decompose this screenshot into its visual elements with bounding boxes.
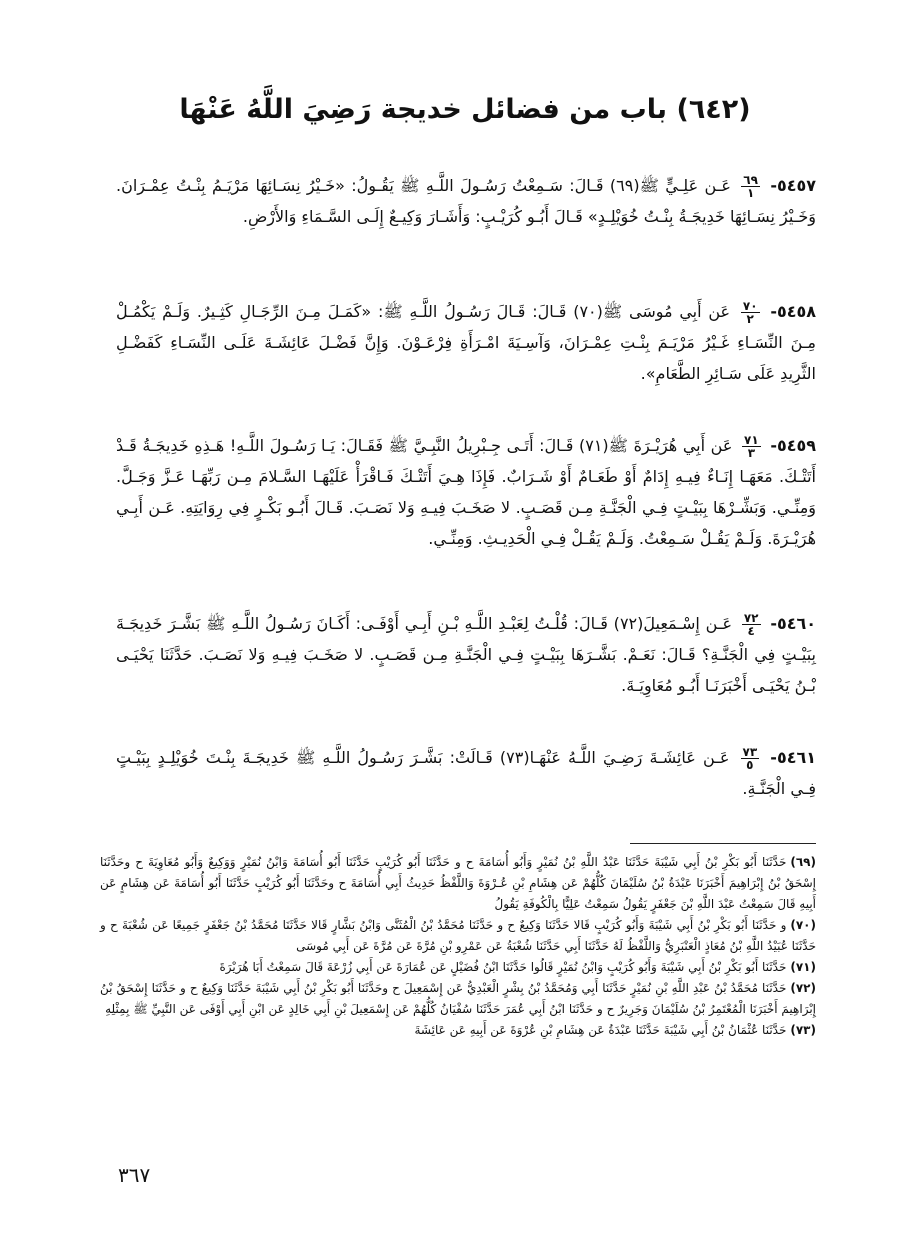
hadith-index-fraction: $\frac{٧٢}{٤}$ [743,611,759,638]
hadith-text: عَـن إِسْـمَعِيلَ(٧٢) قَـالَ: قُلْـتُ لِعَبْـدِ اللَّـهِ بْـنِ أَبِـي أَوْفَـى: أَكَـانَ رَسُـولُ اللَّـهِ ﷺ بَشَّـرَ خَدِيجَـةَ بِبَيْـتٍ فِي الْجَنَّـةِ؟ قَـالَ: نَعَـمْ. بَشَّـرَهَا بِبَيْـتٍ فِـي الْجَنَّـةِ مِـن قَصَـبٍ. لا صَخَـبَ فِيـهِ وَلا نَصَـبَ. حَدَّثَنَا يَحْيَـى بْـنُ يَحْيَـى أَخْبَرَنَـا أَبُـو مُعَاوِيَـةَ. [116,614,816,695]
hadith-number: ٥٤٥٩- [770,436,817,455]
page-number: ٣٦٧ [118,1163,151,1187]
footnote-70: (٧٠)و حَدَّثَنَا أَبُو بَكْرِ بْنُ أَبِي شَيْبَةَ وَأَبُو كُرَيْبٍ قَالا حَدَّثَنَا وَكِيعٌ ح و حَدَّثَنَا مُحَمَّدُ بْنُ الْمُثَنَّى وَابْنُ بَشَّارٍ قَالا حَدَّثَنَا مُحَمَّدُ بْنُ جَعْفَرٍ جَمِيعًا عَن شُعْبَةَ ح و حَدَّثَنَا عُبَيْدُ اللَّهِ بْنُ مُعَاذٍ الْعَنْبَرِيُّ وَاللَّفْظُ لَهُ حَدَّثَنَا أَبِي حَدَّثَنَا شُعْبَةُ عَن عَمْرِو بْنِ مُرَّةَ عَن مُرَّةَ عَن أَبِي مُوسَى [100,918,816,953]
hadith-index-fraction: $\frac{٧١}{٣}$ [744,433,759,460]
hadith-index-fraction: $\frac{٧٣}{٥}$ [742,745,758,772]
chapter-title: (٦٤٢) باب من فضائل خديجة رَضِيَ اللَّهُ عَنْهَا [179,94,751,125]
footnote-69: (٦٩)حَدَّثَنَا أَبُو بَكْرِ بْنُ أَبِي شَيْبَةَ حَدَّثَنَا عَبْدُ اللَّهِ بْنُ نُمَيْرٍ وَأَبُو أُسَامَةَ ح و حَدَّثَنَا أَبُو كُرَيْبٍ حَدَّثَنَا أَبُو أُسَامَةَ وَابْنُ نُمَيْرٍ وَوَكِيعٌ وَأَبُو مُعَاوِيَةَ ح وحَدَّثَنَا إِسْحَقُ بْنُ إِبْرَاهِيمَ أَخْبَرَنَا عَبْدَةُ بْنُ سُلَيْمَانَ كُلُّهُمْ عَن هِشَامِ بْنِ عُـرْوَةَ وَاللَّفْظُ حَدِيثُ أَبِي أُسَامَةَ ح وحَدَّثَنَا أَبُو كُرَيْبٍ حَدَّثَنَا أَبُو أُسَامَةَ عَن هِشَامٍ عَن أَبِيهِ قَالَ سَمِعْتُ عَبْدَ اللَّهِ بْنَ جَعْفَرٍ يَقُولُ سَمِعْتُ عَلِيًّا بِالْكُوفَةِ يَقُولُ [100,855,816,911]
hadith-5457 [116,170,816,232]
hadith-text: عَـن عَلِـيٍّ ﷺ(٦٩) قَـالَ: سَـمِعْتُ رَسُـولَ اللَّـهِ ﷺ يَقُـولُ: «خَـيْرُ نِسَـائِهَا مَرْيَـمُ بِنْـتُ عِمْـرَانَ. وَخَـيْرُ نِسَـائِهَا خَدِيجَـةُ بِنْـتُ خُوَيْلِـدٍ» قَـالَ أَبُـو كُرَيْـبٍ: وَأَشَـارَ وَكِيـعٌ إِلَـى السَّـمَاءِ وَالأَرْضِ. [116,176,816,226]
hadith-text: عَـن عَائِشَـةَ رَضِـيَ اللَّـهُ عَنْهَـا(٧٣) قَـالَتْ: بَشَّـرَ رَسُـولُ اللَّـهِ ﷺ خَدِيجَـةَ بِنْـتَ خُوَيْلِـدٍ بِبَيْـتٍ فِـي الْجَنَّـةِ. [116,748,816,798]
hadith-text: عَن أَبِي مُوسَى ﷺ(٧٠) قَـالَ: قَـالَ رَسُـولُ اللَّـهِ ﷺ: «كَمَـلَ مِـنَ الرِّجَـالِ كَثِـيرٌ. وَلَـمْ يَكْمُـلْ مِـنَ النِّسَـاءِ غَـيْرُ مَرْيَـمَ بِنْـتِ عِمْـرَانَ، وَآسِـيَةَ امْـرَأَةِ فِرْعَـوْنَ. وَإِنَّ فَضْـلَ عَائِشَـةَ عَلَـى النِّسَـاءِ كَفَضْـلِ الثَّرِيدِ عَلَى سَـائِرِ الطَّعَامِ». [116,302,816,383]
footnote-73: (٧٣)حَدَّثَنَا عُثْمَانُ بْنُ أَبِي شَيْبَةَ حَدَّثَنَا عَبْدَةُ عَن هِشَامِ بْنِ عُرْوَةَ عَن أَبِيهِ عَن عَائِشَةَ [414,1023,816,1037]
hadith-5459 [116,430,816,554]
footnote-divider [630,843,816,844]
hadith-number: ٥٤٦٠- [770,614,817,633]
hadith-number: ٥٤٦١- [770,748,816,767]
hadith-number: ٥٤٥٨- [770,302,817,321]
hadith-number: ٥٤٥٧- [770,176,817,195]
hadith-5458 [116,296,816,389]
footnote-72: (٧٢)حَدَّثَنَا مُحَمَّدُ بْنُ عَبْدِ اللَّهِ بْنِ نُمَيْرٍ حَدَّثَنَا أَبِي وَمُحَمَّدُ بْنُ بِشْرٍ الْعَبْدِيُّ عَن إِسْمَعِيلَ ح وحَدَّثَنَا أَبُو بَكْرِ بْنُ أَبِي شَيْبَةَ حَدَّثَنَا وَكِيعٌ ح و حَدَّثَنَا إِسْحَقُ بْنُ إِبْرَاهِيمَ أَخْبَرَنَا الْمُعْتَمِرُ بْنُ سُلَيْمَانَ وَجَرِيرٌ ح و حَدَّثَنَا ابْنُ أَبِي عُمَرَ حَدَّثَنَا سُفْيَانُ كُلُّهُمْ عَن إِسْمَعِيلَ بْنِ أَبِي خَالِدٍ عَن ابْنِ أَبِي أَوْفَى عَن النَّبِيِّ ﷺ بِمِثْلِهِ [100,981,816,1016]
hadith-5461 [116,742,816,804]
footnotes [100,852,816,1041]
hadith-5460 [116,608,816,701]
footnote-71: (٧١)حَدَّثَنَا أَبُو بَكْرِ بْنُ أَبِي شَيْبَةَ وَأَبُو كُرَيْبٍ وَابْنُ نُمَيْرٍ قَالُوا حَدَّثَنَا ابْنُ فُضَيْلٍ عَن عُمَارَةَ عَن أَبِي زُرْعَةَ قَالَ سَمِعْتُ أَبَا هُرَيْرَةَ [219,960,816,974]
hadith-text: عَن أَبِي هُرَيْـرَةَ ﷺ(٧١) قَـالَ: أَتَـى جِـبْرِيلُ النَّبِـيَّ ﷺ فَقَـالَ: يَـا رَسُـولَ اللَّـهِ! هَـذِهِ خَدِيجَـةُ قَـدْ أَتَتْـكَ. مَعَهَـا إِنَـاءٌ فِيـهِ إِدَامٌ أَوْ طَعَـامٌ أَوْ شَـرَابٌ. فَإِذَا هِـيَ أَتَتْـكَ فَـاقْرَأْ عَلَيْهَـا السَّـلامَ مِـن رَبِّهَـا عَـزَّ وَجَـلَّ. وَمِنِّـي. وَبَشِّـرْهَا بِبَيْـتٍ فِـي الْجَنَّـةِ مِـن قَصَـبٍ. لا صَخَـبَ فِيـهِ وَلا نَصَـبَ. قَـالَ أَبُـو بَكْـرٍ فِي رِوَايَتِهِ. عَـن أَبِـي هُرَيْـرَةَ. وَلَـمْ يَقُـلْ سَـمِعْتُ. وَلَـمْ يَقُـلْ فِـي الْحَدِيـثِ. وَمِنِّـي. [116,436,816,548]
hadith-index-fraction: $\frac{٧٠}{٢}$ [742,299,758,326]
hadith-index-fraction: $\frac{٦٩}{١}$ [743,173,758,200]
